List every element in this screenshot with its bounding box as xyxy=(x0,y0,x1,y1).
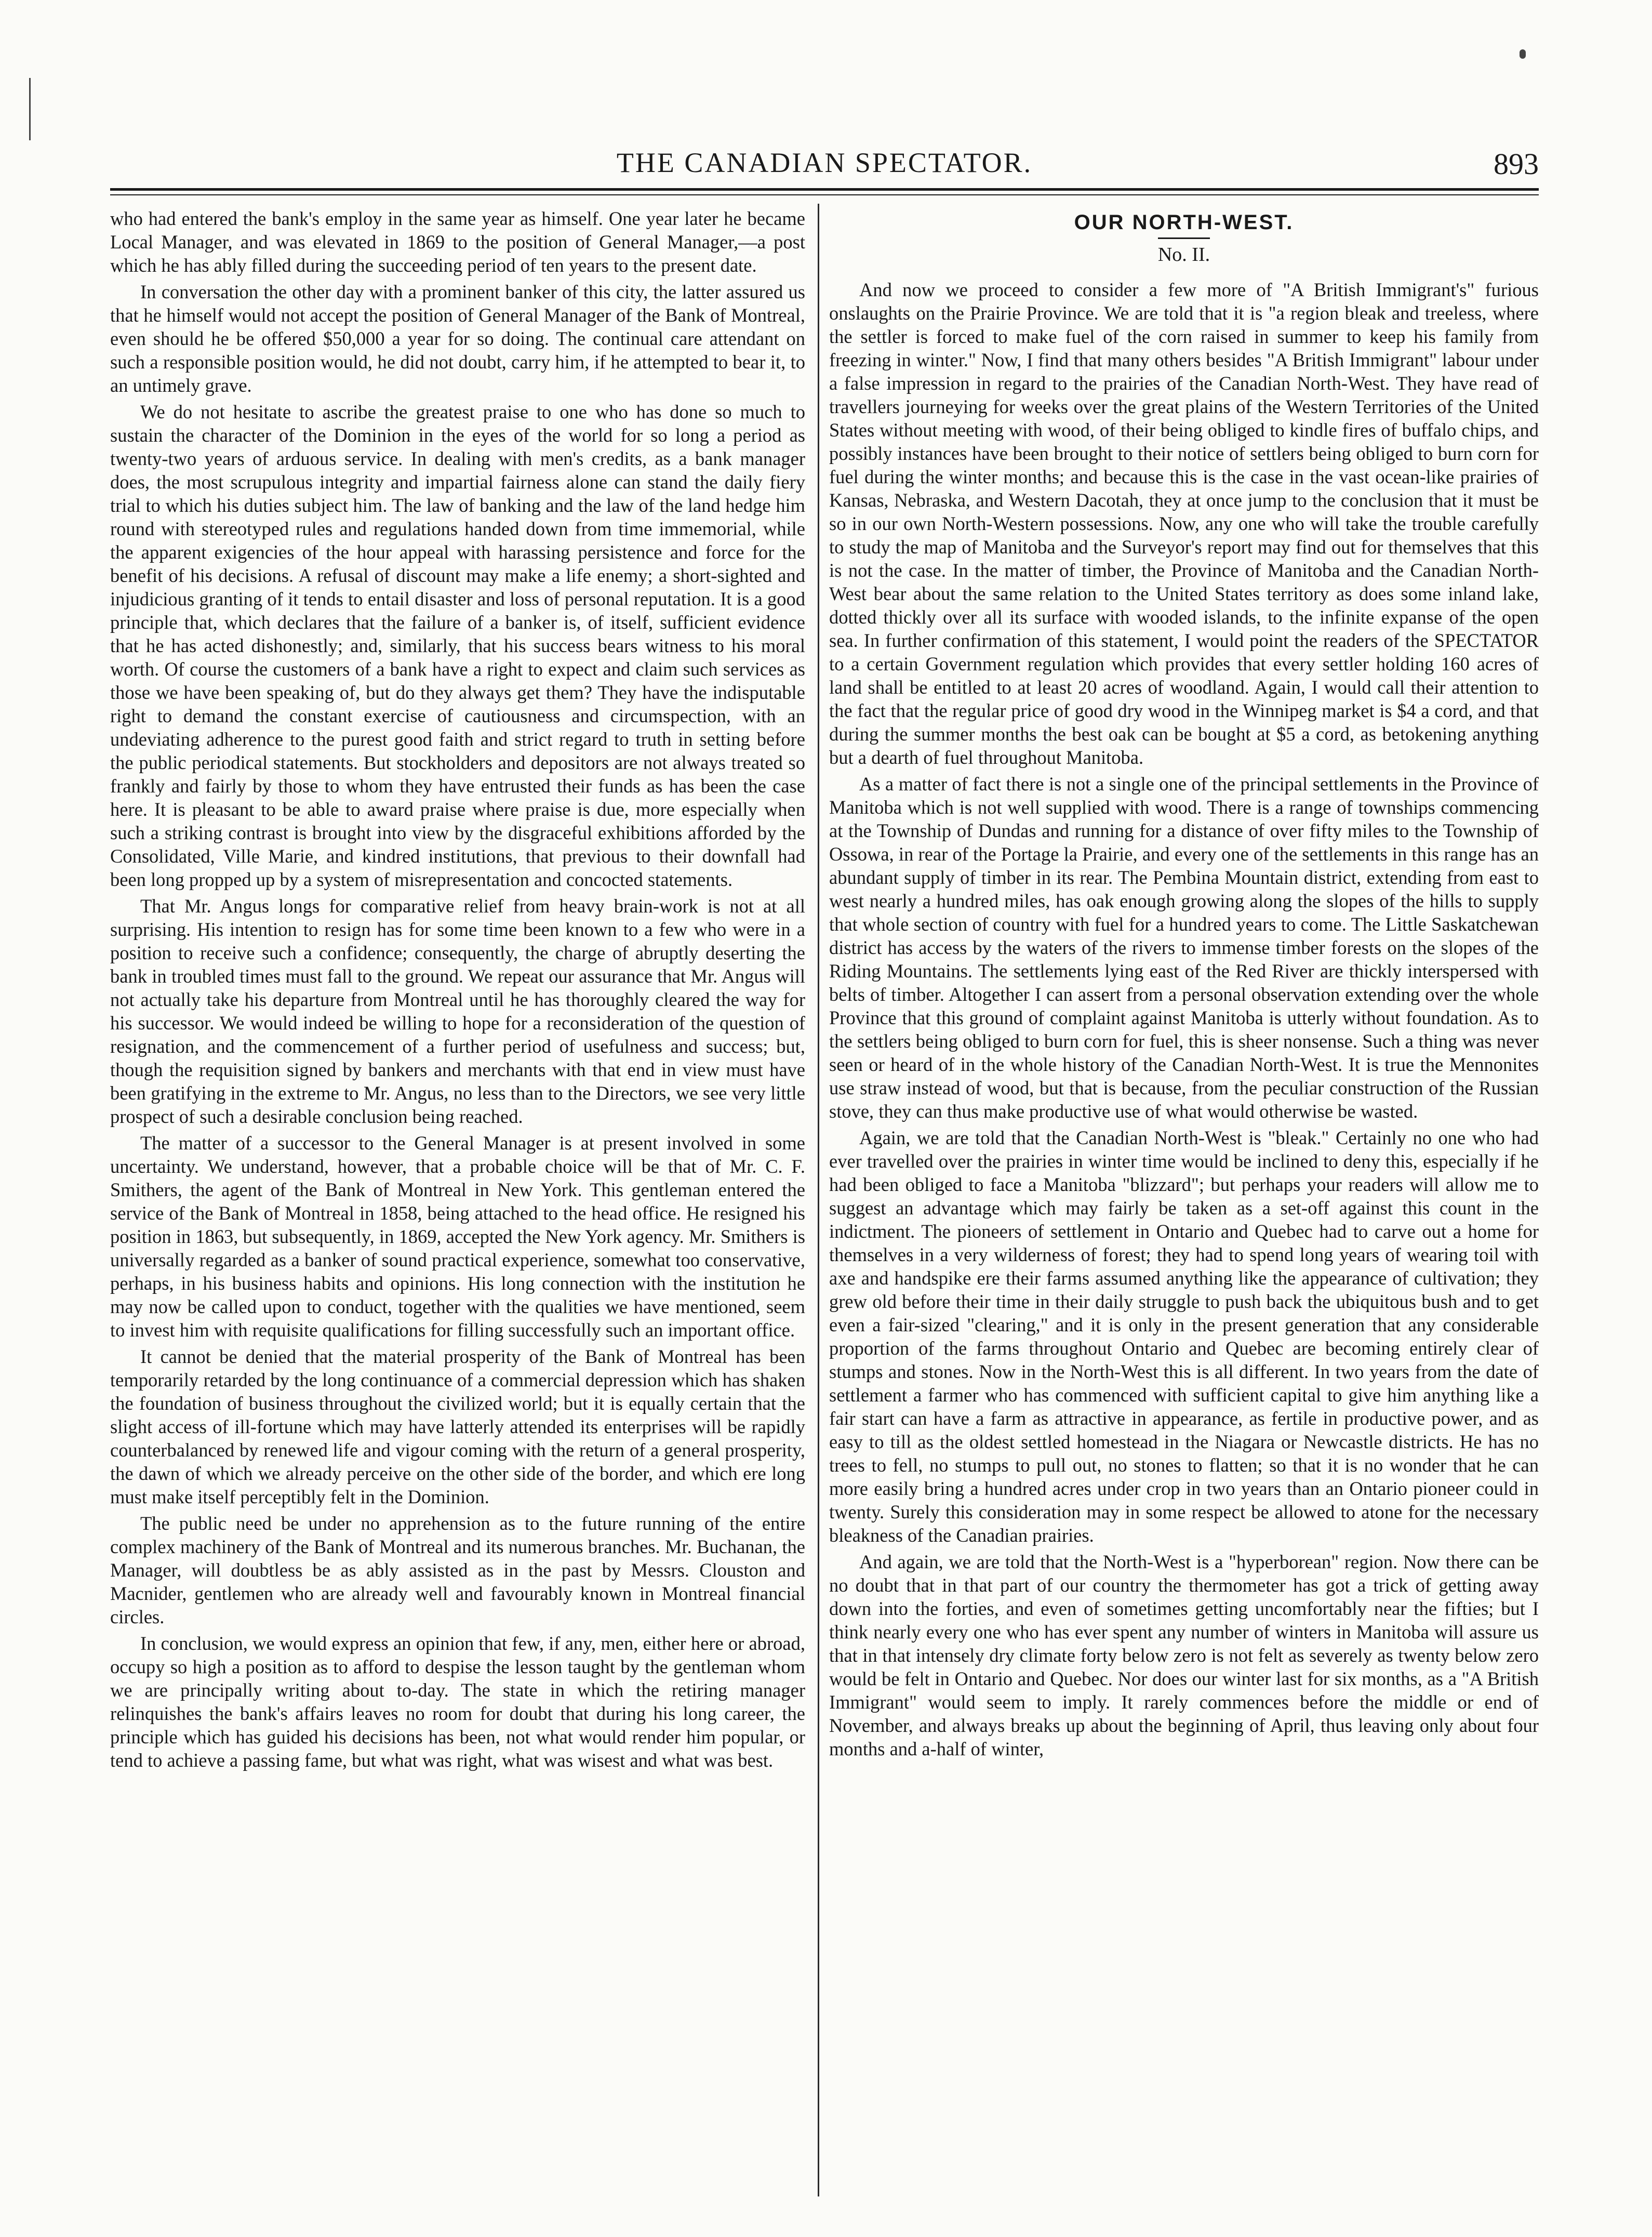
paragraph: And now we proceed to consider a few more of "A British Immigrant's" furious onslaughts on the Prairie Province. We are told that it is "a region bleak and treeless, where the settler is forced to make fuel of the corn raised in summer to keep his family from freezing in winter." Now, I find that many others besides "A British Immigrant" labour under a false impression in regard to the prairies of the Canadian North-West. They have read of travellers journeying for weeks over the great plains of the Western Territories of the United States without meeting with wood, of their being obliged to kindle fires of buffalo chips, and possibly instances have been brought to their notice of settlers being obliged to burn corn for fuel during the winter months; and because this is the case in the vast ocean-like prairies of Kansas, Nebraska, and Western Dacotah, they at once jump to the conclusion that it must be so in our own North-Western possessions. Now, any one who will take the trouble carefully to study the map of Manitoba and the Surveyor's report may find out for themselves that this is not the case. In the matter of timber, the Province of Manitoba and the Canadian North-West bear about the same relation to the United States territory as does some inland lake, dotted thickly over all its surface with wooded islands, to the infinite expanse of the open sea. In further confirmation of this statement, I would point the readers of the SPECTATOR to a certain Government regulation which provides that every settler holding 160 acres of land shall be entitled to at least 20 acres of woodland. Again, I would call their attention to the fact that the regular price of good dry wood in the Winnipeg market is $4 a cord, and that during the summer months the best oak can be bought at $5 a cord, as betokening anything but a dearth of fuel throughout Manitoba. xyxy=(829,279,1539,768)
title-rule xyxy=(1158,237,1210,239)
page-header xyxy=(110,147,1539,183)
paragraph: As a matter of fact there is not a single one of the principal settlements in the Province of Manitoba which is not well supplied with wood. There is a range of townships commencing at the Township of Dundas and running for a distance of over fifty miles to the Township of Ossowa, in rear of the Portage la Prairie, and every one of the settlements in this range has an abundant supply of timber in its rear. The Pembina Mountain district, extending from east to west nearly a hundred miles, has oak enough growing along the slopes of the hills to supply that whole section of country with fuel for a hundred years to come. The Little Saskatchewan district has access by the waters of the rivers to immense timber forests on the slopes of the Riding Mountains. The settlements lying east of the Red River are thickly interspersed with belts of timber. Altogether I can assert from a personal observation extending over the whole Province that this ground of complaint against Manitoba is utterly without foundation. As to the settlers being obliged to burn corn for fuel, this is sheer nonsense. Such a thing was never seen or heard of in the whole history of the Canadian North-West. It is true the Mennonites use straw instead of wood, but that is because, from the peculiar construction of the Russian stove, they can thus make productive use of what would otherwise be wasted. xyxy=(829,773,1539,1122)
page-number: 893 xyxy=(1494,147,1539,181)
paragraph: The matter of a successor to the General Manager is at present involved in some uncertainty. We understand, however, that a probable choice will be that of Mr. C. F. Smithers, the agent of the Bank of Montreal in New York. This gentleman entered the service of the Bank of Montreal in 1858, being attached to the head office. He resigned his position in 1863, but subsequently, in 1869, accepted the New York agency. Mr. Smithers is universally regarded as a banker of sound practical experience, somewhat too conservative, perhaps, in his business habits and opinions. His long connection with the institution he may now be called upon to conduct, together with the qualities we have mentioned, seem to invest him with requisite qualifications for filling successfully such an important office. xyxy=(110,1132,805,1341)
paragraph: Again, we are told that the Canadian North-West is "bleak." Certainly no one who had ever travelled over the prairies in winter time would be inclined to deny this, especially if he had been obliged to face a Manitoba "blizzard"; but perhaps your readers will allow me to suggest an advantage which may fairly be taken as a set-off against this count in the indictment. The pioneers of settlement in Ontario and Quebec had to carve out a home for themselves in a very wilderness of forest; they had to spend long years of wearing toil with axe and handspike ere their farms assumed anything like the appearance of cultivation; they grew old before their time in their daily struggle to push back the ubiquitous bush and to get even a fair-sized "clearing," and it is only in the present generation that any considerable proportion of the farms throughout Ontario and Quebec are becoming entirely clear of stumps and stones. Now in the North-West this is all different. In two years from the date of settlement a farmer who has commenced with sufficient capital to give him anything like a fair start can have a farm as attractive in appearance, as fertile in productive power, and as easy to till as the oldest settled homestead in the Niagara or Newcastle districts. He has no trees to fell, no stumps to pull out, no stones to flatten; so that it is no wonder that he can more easily bring a hundred acres under crop in two years than an Ontario pioneer could in twenty. Surely this consideration may in some respect be allowed to atone for the necessary bleakness of the Canadian prairies. xyxy=(829,1127,1539,1546)
header-rule-thick xyxy=(110,188,1539,191)
paragraph: In conversation the other day with a prominent banker of this city, the latter assured us that he himself would not accept the position of General Manager of the Bank of Montreal, even should he be offered $50,000 a year for so doing. The continual care attendant on such a responsible position would, he did not doubt, carry him, if he attempted to bear it, to an untimely grave. xyxy=(110,281,805,396)
journal-title: THE CANADIAN SPECTATOR. xyxy=(616,147,1033,178)
column-divider xyxy=(818,204,819,2196)
article-subtitle: No. II. xyxy=(1157,244,1210,266)
paragraph: That Mr. Angus longs for comparative relief from heavy brain-work is not at all surprising. His intention to resign has for some time been known to a few who were in a position to receive such a confidence; consequently, the charge of abruptly deserting the bank in troubled times must fall to the ground. We repeat our assurance that Mr. Angus will not actually take his departure from Montreal until he has thoroughly cleared the way for his successor. We would indeed be willing to hope for a reconsideration of the question of resignation, and the commencement of a further period of usefulness and success; but, though the requisition signed by bankers and merchants with that end in view must have been gratifying in the extreme to Mr. Angus, no less than to the Directors, we see very little prospect of such a desirable conclusion being reached. xyxy=(110,895,805,1127)
paragraph: who had entered the bank's employ in the same year as himself. One year later he became Local Manager, and was elevated in 1869 to the position of General Manager,—a post which he has ably filled during the succeeding period of ten years to the present date. xyxy=(110,208,805,276)
paragraph: The public need be under no apprehension as to the future running of the entire complex machinery of the Bank of Montreal and its numerous branches. Mr. Buchanan, the Manager, will doubtless be as ably assisted as in the past by Messrs. Clouston and Macnider, gentlemen who are already well and favourably known in Montreal financial circles. xyxy=(110,1513,805,1627)
margin-mark xyxy=(29,78,31,140)
paragraph: And again, we are told that the North-West is a "hyperborean" region. Now there can be no doubt that in that part of our country the thermometer has got a trick of getting away down into the forties, and even of sometimes getting uncomfortably near the fifties; but I think nearly every one who has ever spent any number of winters in Manitoba will assure us that in that intensely dry climate forty below zero is not felt as severely as twenty below zero would be felt in Ontario and Quebec. Nor does our winter last for six months, as a "A British Immigrant" would seem to imply. It rarely commences before the middle or end of November, and always breaks up about the beginning of April, thus leaving only about four months and a-half of winter, xyxy=(829,1551,1539,1759)
paragraph: It cannot be denied that the material prosperity of the Bank of Montreal has been temporarily retarded by the long continuance of a commercial depression which has shaken the foundation of business throughout the civilized world; but it is equally certain that the slight access of ill-fortune which may have latterly attended its enterprises will be rapidly counterbalanced by renewed life and vigour coming with the return of a general prosperity, the dawn of which we already perceive on the other side of the border, and which ere long must make itself perceptibly felt in the Dominion. xyxy=(110,1346,805,1507)
header-rule-thin xyxy=(110,194,1539,195)
article-title: OUR NORTH-WEST. xyxy=(1074,211,1294,234)
paragraph: In conclusion, we would express an opinion that few, if any, men, either here or abroad, occupy so high a position as to afford to despise the lesson taught by the gentleman whom we are principally writing about to-day. The state in which the retiring manager relinquishes the bank's affairs leaves no room for doubt that during his long career, the principle which has guided his decisions has been, not what would render him popular, or tend to achieve a passing fame, but what was right, what was wisest and what was best. xyxy=(110,1633,805,1771)
left-column xyxy=(110,207,805,1775)
right-column xyxy=(829,207,1539,1764)
margin-mark xyxy=(1520,49,1526,59)
paragraph: We do not hesitate to ascribe the greatest praise to one who has done so much to sustain the character of the Dominion in the eyes of the world for so long a period as twenty-two years of arduous service. In dealing with men's credits, as a bank manager does, the most scrupulous integrity and impartial fairness alone can stand the daily fiery trial to which his duties subject him. The law of banking and the law of the land hedge him round with stereotyped rules and regulations handed down from time immemorial, while the apparent exigencies of the hour appeal with harassing persistence and force for the benefit of his decisions. A refusal of discount may make a life enemy; a short-sighted and injudicious granting of it tends to entail disaster and loss of personal reputation. It is a good principle that, which declares that the failure of a banker is, of itself, sufficient evidence that he has acted dishonestly; and, similarly, that his success bears witness to his moral worth. Of course the customers of a bank have a right to expect and claim such services as those we have been speaking of, but do they always get them? They have the indisputable right to demand the constant exercise of cautiousness and circumspection, with an undeviating adherence to the purest good faith and strict regard to truth in setting before the public periodical statements. But stockholders and depositors are not always treated so frankly and fairly by those to whom they have entrusted their funds as has been the case here. It is pleasant to be able to award praise where praise is due, more especially when such a striking contrast is brought into view by the disgraceful exhibitions afforded by the Consolidated, Ville Marie, and kindred institutions, that previous to their downfall had been long propped up by a system of misrepresentation and concocted statements. xyxy=(110,401,805,890)
